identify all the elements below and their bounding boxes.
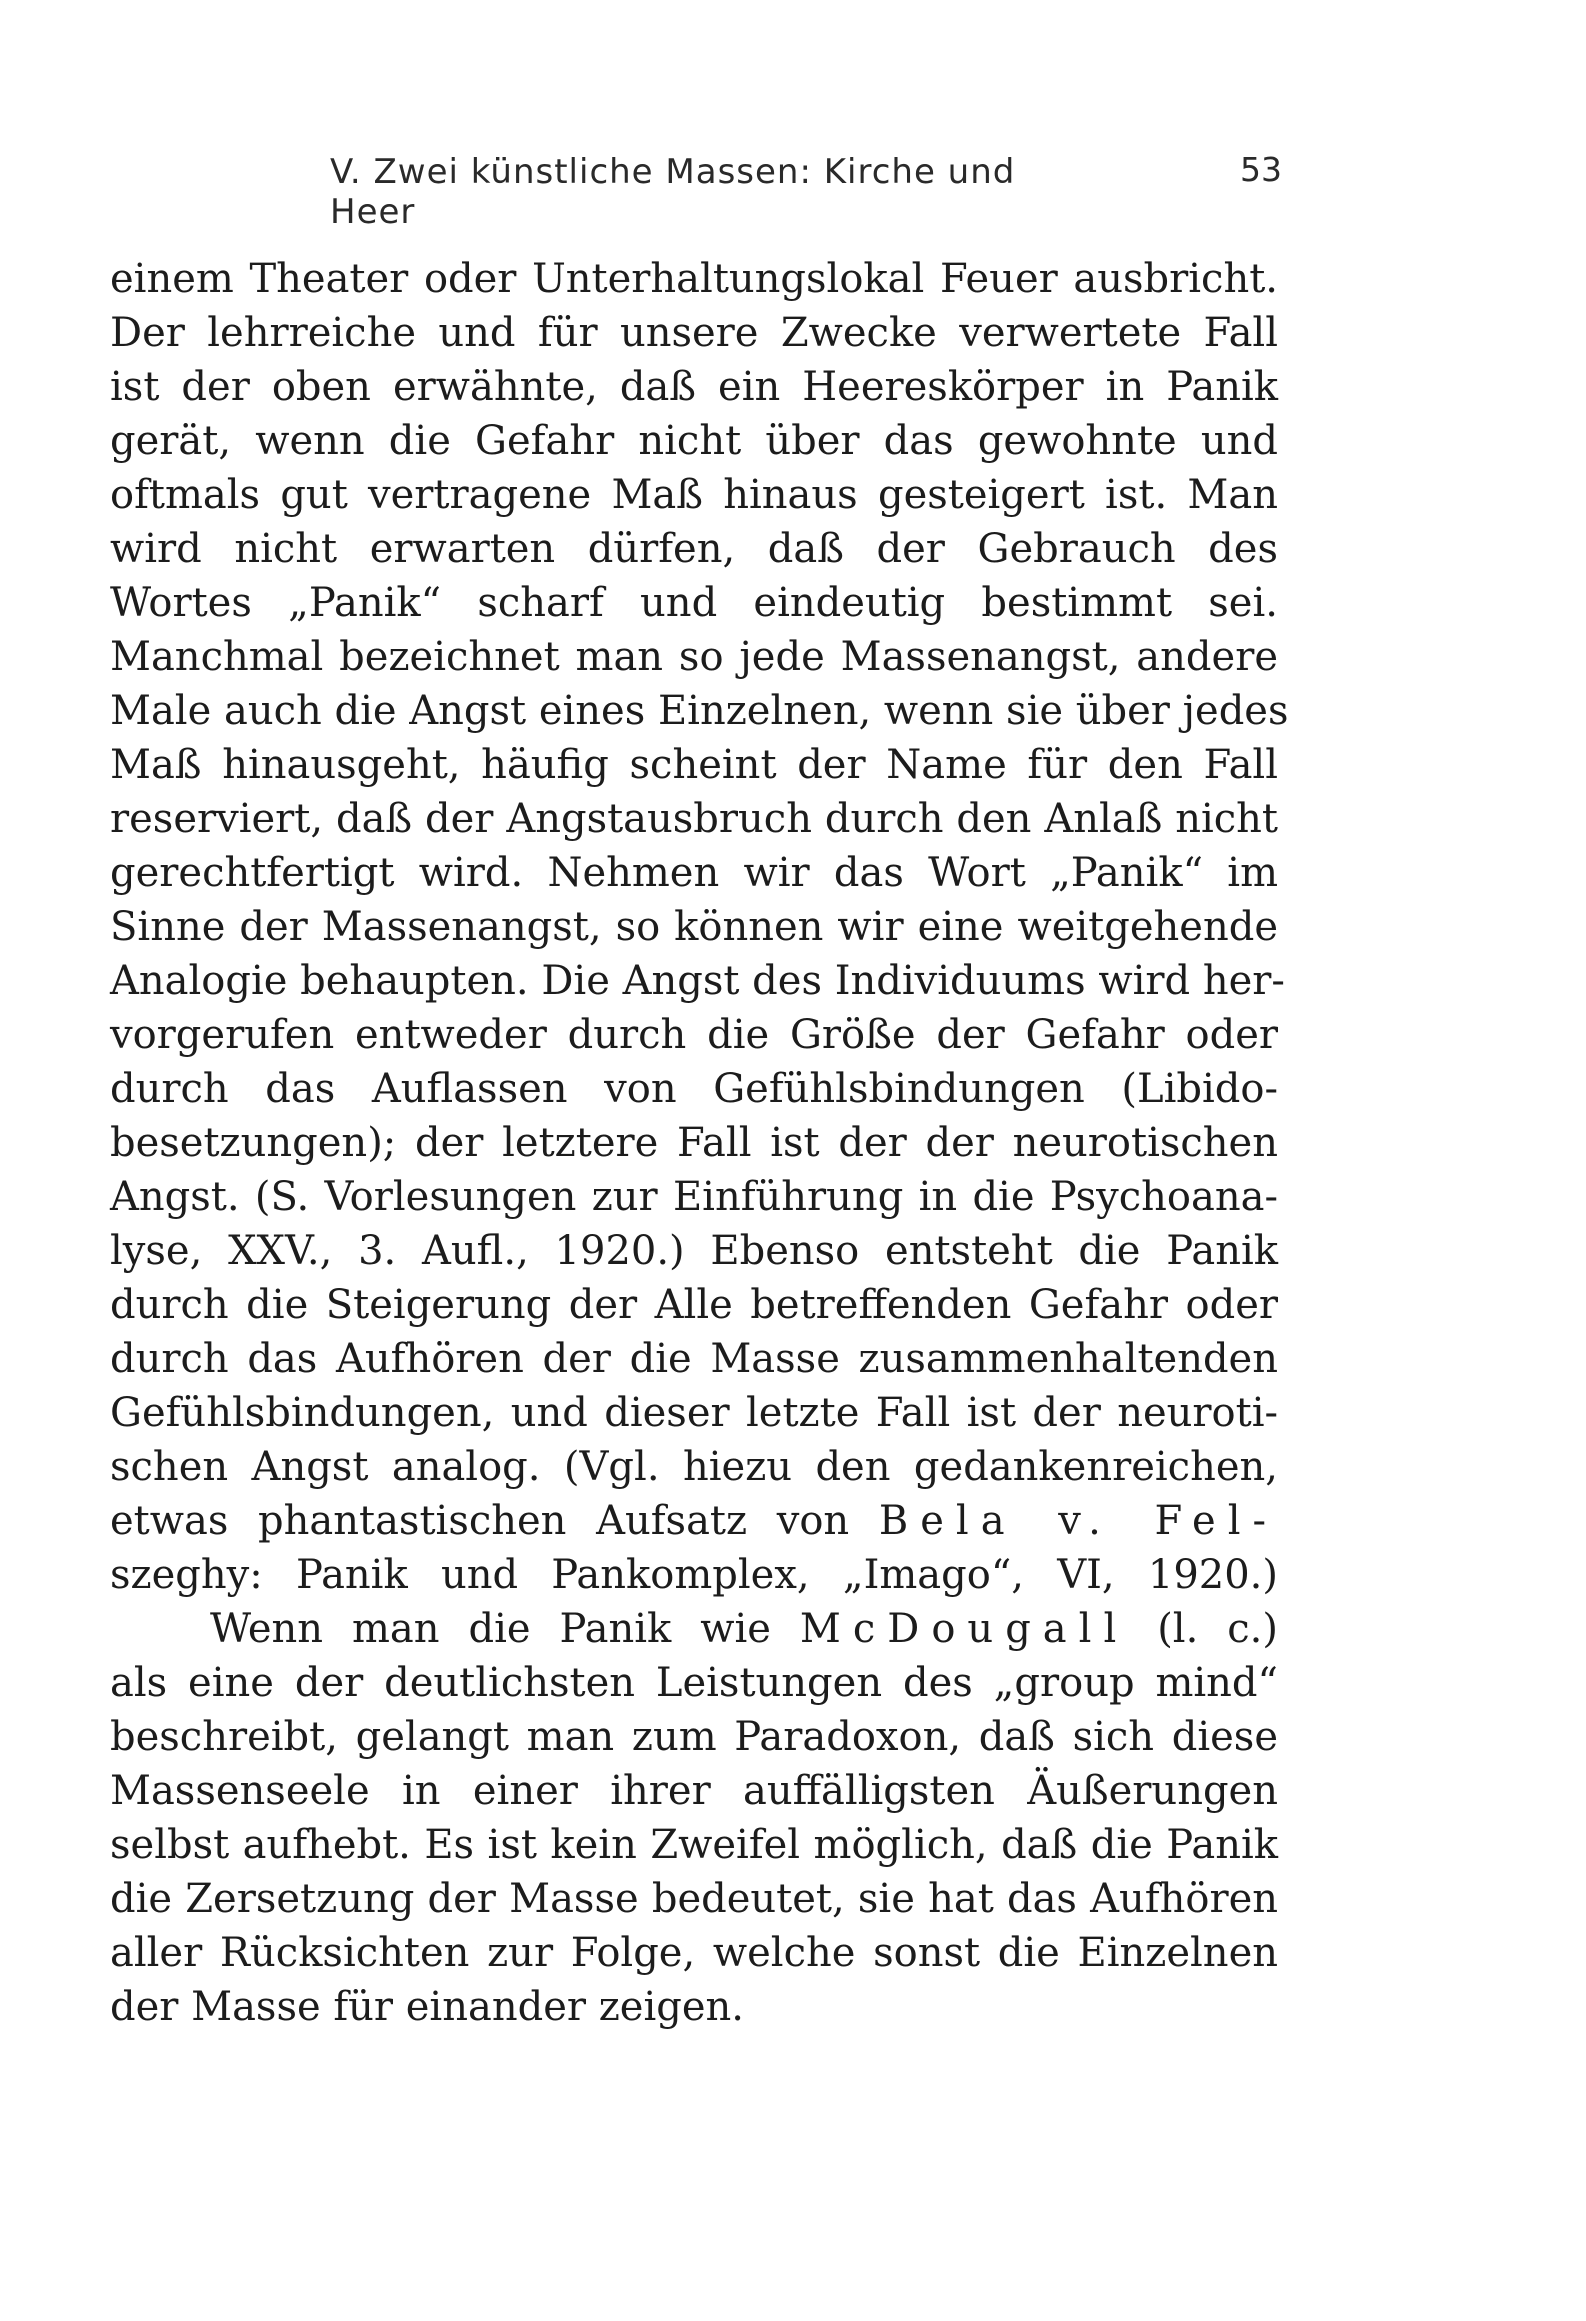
text-line: wird nicht erwarten dürfen, daß der Gebrauch des [110, 526, 1278, 572]
citation: (l. c.) [1157, 1606, 1278, 1652]
text-line: einem Theater oder Unterhaltungslokal Feuer ausbricht. [110, 256, 1278, 302]
text-line: aller Rücksichten zur Folge, welche sonst die Einzelnen [110, 1930, 1278, 1976]
text-line: lyse, XXV., 3. Aufl., 1920.) Ebenso entsteht die Panik [110, 1228, 1278, 1274]
text-line: szeghy: Panik und Pankomplex, „Imago“, VI, 1920.) [110, 1552, 1278, 1598]
text-line-with-spaced-name [110, 1494, 1278, 1548]
text-line: Massenseele in einer ihrer auffälligsten Äußerungen [110, 1768, 1278, 1814]
text-line: durch das Auflassen von Gefühlsbindungen (Libido- [110, 1066, 1278, 1112]
text-line: reserviert, daß der Angstausbruch durch den Anlaß nicht [110, 796, 1278, 842]
paragraph-start-line [110, 1602, 1278, 1656]
text-line: besetzungen); der letztere Fall ist der der neurotischen [110, 1120, 1278, 1166]
text-line: Der lehrreiche und für unsere Zwecke verwertete Fall [110, 310, 1278, 356]
line-text: Wenn man die Panik wie [210, 1606, 771, 1652]
text-line: als eine der deutlichsten Leistungen des „group mind“ [110, 1660, 1278, 1706]
page-number: 53 [1240, 150, 1282, 189]
text-line: der Masse für einander zeigen. [110, 1984, 745, 2030]
text-line: ist der oben erwähnte, daß ein Heereskörper in Panik [110, 364, 1278, 410]
text-line: Gefühlsbindungen, und dieser letzte Fall ist der neuroti- [110, 1390, 1278, 1436]
text-line: beschreibt, gelangt man zum Paradoxon, daß sich diese [110, 1714, 1278, 1760]
text-line: durch die Steigerung der Alle betreffenden Gefahr oder [110, 1282, 1278, 1328]
running-title: V. Zwei künstliche Massen: Kirche und Heer [330, 152, 1016, 232]
spaced-author-name: Bela v. Fel- [878, 1498, 1279, 1544]
text-line: Male auch die Angst eines Einzelnen, wenn sie über jedes [110, 688, 1289, 734]
text-line: schen Angst analog. (Vgl. hiezu den gedankenreichen, [110, 1444, 1278, 1490]
text-line: Analogie behaupten. Die Angst des Individuums wird her- [110, 958, 1285, 1004]
text-line: selbst aufhebt. Es ist kein Zweifel möglich, daß die Panik [110, 1822, 1278, 1868]
text-line: Manchmal bezeichnet man so jede Massenangst, andere [110, 634, 1278, 680]
line-text: etwas phantastischen Aufsatz von [110, 1498, 850, 1544]
text-line: Angst. (S. Vorlesungen zur Einführung in die Psychoana- [110, 1174, 1278, 1220]
text-line: oftmals gut vertragene Maß hinaus gesteigert ist. Man [110, 472, 1278, 518]
text-line: durch das Aufhören der die Masse zusammenhaltenden [110, 1336, 1278, 1382]
text-line: gerechtfertigt wird. Nehmen wir das Wort „Panik“ im [110, 850, 1278, 896]
text-line: vorgerufen entweder durch die Größe der Gefahr oder [110, 1012, 1278, 1058]
text-line: Maß hinausgeht, häufig scheint der Name für den Fall [110, 742, 1278, 788]
text-line: die Zersetzung der Masse bedeutet, sie hat das Aufhören [110, 1876, 1278, 1922]
text-line: Sinne der Massenangst, so können wir eine weitgehende [110, 904, 1278, 950]
text-line: Wortes „Panik“ scharf und eindeutig bestimmt sei. [110, 580, 1278, 626]
text-line: gerät, wenn die Gefahr nicht über das gewohnte und [110, 418, 1278, 464]
body-text [110, 252, 1289, 2034]
spaced-author-name: McDougall [799, 1606, 1129, 1652]
